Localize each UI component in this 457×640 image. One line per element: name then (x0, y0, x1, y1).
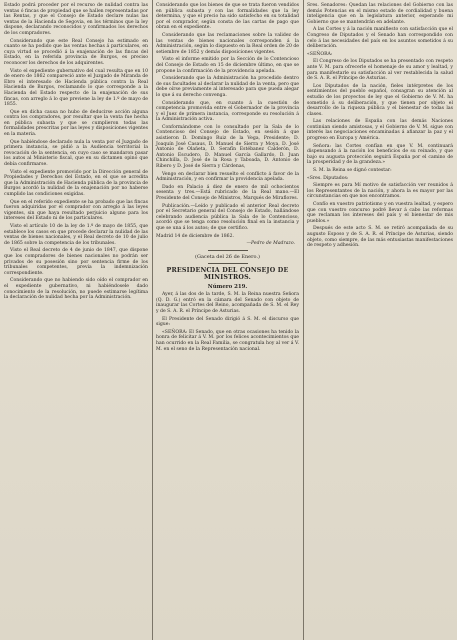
paragraph: Visto el informe emitido por la Sección de lo Contencioso del Consejo de Estado en 15 de diciembre último, en que se propone la confirmación de la providencia apelada. (156, 57, 299, 74)
paragraph: Siempre es para Mí motivo de satisfacción ver reunidos á los Representantes de la nación, y ahora la es mayor por las circunstancias en que nos encontramos. (307, 183, 453, 200)
gazette-header: (Gaceta del 26 de Enero.) (195, 253, 260, 260)
section-title: PRESIDENCIA DEL CONSEJO DE MINISTROS. (166, 266, 289, 282)
paragraph: Las relaciones de España con las demás Naciones continúan siendo amistosas, y el Gobierno de V. M. sigue con interés las negociaciones encaminadas á afianzar la paz y el progreso en Europa y América. (307, 119, 453, 142)
paragraph: Considerando que los bienes de que se trata fueron vendidos en pública subasta y con las formalidades que la ley determina, y que el precio ha sido satisfecho en su totalidad por el comprador, según consta de las cartas de pago que obran en el expediente. (156, 3, 299, 31)
signoff-date: Madrid 14 de diciembre de 1862. (156, 233, 234, 239)
reply-title: «Sres. Diputados: (307, 175, 349, 181)
column-right (303, 0, 457, 640)
paragraph: Considerando que no habiendo sido oído el comprador en el expediente gubernativo, ni habiéndosele dado conocimiento de la resolución, no puede estimarse legítima la declaración de nulidad hecha por la Administración. (4, 278, 148, 301)
paragraph: Visto el expediente promovido por la Dirección general de Propiedades y Derechos del Estado, en el que se acredita que la Administración de Hacienda pública de la provincia de Burgos acordó la nulidad de la enajenación por no haberse cumplido las condiciones exigidas. (4, 169, 148, 197)
paragraph: Que en dicha causa no hubo de deducirse acción alguna contra los compradores, por resultar que la venta fue hecha en pública subasta y que se cumplieron todas las formalidades prescritas por las leyes y disposiciones vigentes en la materia. (4, 109, 148, 138)
paragraph: Que habiéndose declarado nula la venta por el Juzgado de primera instancia, se pidió a la Audiencia territorial la revocación de la sentencia, en cuyo caso se mandaron pasar los autos al Ministerio fiscal, que en su dictamen opinó que debía confirmarse. (4, 139, 148, 168)
publication-note: Publicación.—Leído y publicado el anterior Real decreto por el Secretario general del Consejo de Estado, hallándose celebrando audiencia pública la Sala de lo Contencioso, acordó que se tenga como resolución final en la instancia y que se una á los autos; de que certifico. (156, 203, 299, 231)
paragraph: «SEÑORA: El Senado, que en otras ocasiones ha tenido la honra de felicitar á V. M. por los felices acontecimientos que han ocurrido en la Real Familia, se congratula hoy al ver á V. M. en el seno de la Representación nacional. (156, 329, 299, 352)
paragraph: A las Cortes y á la nación manifiesto con satisfacción que el Congreso de Diputados y el Senado han correspondido con celo á las necesidades del país en los asuntos sometidos á su deliberación. (307, 27, 453, 50)
paragraph: Dado en Palacio á diez de enero de mil ochocientos sesenta y tres.—Está rubricado de la Real mano.—El Presidente del Consejo de Ministros, Marqués de Miraflores. (156, 184, 299, 201)
paragraph: Que en el referido expediente se ha probado que las fincas fueron adquiridas por el comprador con arreglo á las leyes vigentes, sin que haya resultado perjuicio alguno para los intereses del Estado ni de los particulares. (4, 199, 148, 222)
paragraph: Considerando que este Real Consejo ha estimado en cuanto se ha podido que las ventas hechas á particulares, en cuya virtud se procedió á la enajenación de las fincas del Estado, en la referida provincia de Burgos, es preciso reconocer los derechos de los adquirentes. (4, 38, 148, 66)
column-left (0, 0, 152, 640)
paragraph: Después de este acto S. M. se retiró acompañada de su augusto Esposo y de S. A. R. el Príncipe de Asturias, siendo objeto, como siempre, de las más entusiastas manifestaciones de respeto y adhesión. (307, 226, 453, 249)
paragraph: Confío en vuestro patriotismo y en vuestra lealtad, y espero que con vuestro concurso podré llevar á cabo las reformas que reclaman los intereses del país y el bienestar de mis pueblos.» (307, 202, 453, 224)
paragraph: Considerando que, en cuanto á la cuestión de competencia promovida entre el Gobernador de la provincia y el Juez de primera instancia, corresponde su resolución á la Administración activa. (156, 100, 299, 123)
paragraph: Vengo en declarar bien resuelto el conflicto á favor de la Administración, y en confirmar la providencia apelada. (156, 171, 299, 183)
paragraph: Estado podrá proceder por el recurso de nulidad contra las ventas ó fincas de propiedad que se hallen representadas por las Rentas, y que el Consejo de Estado declare nulas las ventas de la Hacienda de Segovia, en los términos que la ley dispone, declarando reconocidos y confirmados los derechos de los compradores. (4, 3, 148, 36)
paragraph: Considerando que la Administración ha procedido dentro de sus facultades al declarar la nulidad de la venta, pero que debe oírse previamente al interesado para que pueda alegar lo que á su derecho convenga. (156, 76, 299, 98)
paragraph: El Presidente del Senado dirigió á S. M. el discurso que sigue: (156, 316, 299, 328)
paragraph: Considerando que las reclamaciones sobre la validez de las ventas de bienes nacionales corresponden á la Administración, según lo dispuesto en la Real orden de 20 de setiembre de 1852 y demás disposiciones vigentes. (156, 32, 300, 55)
paragraph: Sres. Senadores: Quedan las relaciones del Gobierno con las demás Potencias en el mismo estado de cordialidad y buena inteligencia que en la legislatura anterior, esperando mi Gobierno que se mantendrán en adelante. (307, 3, 453, 25)
section-divider (208, 263, 248, 264)
paragraph: Señora: las Cortes confían en que V. M. continuará dispensando á la nación los beneficios de su reinado, y que bajo su augusta protección seguirá España por el camino de la prosperidad y de la grandeza.» (307, 143, 453, 166)
paragraph: Ayer, á las dos de la tarde, S. M. la Reina nuestra Señora (Q. D. G.) entró en la cámara del Senado con objeto de inaugurar las Cortes del Reino, acompañada de S. M. el Rey y de S. A. R. el Príncipe de Asturias. (156, 292, 299, 315)
paragraph: El Congreso de los Diputados se ha presentado con respeto ante V. M. para ofrecerle el homenaje de su amor y lealtad, y para manifestarle su satisfacción al ver restablecida la salud de S. A. R. el Príncipe de Asturias. (307, 59, 453, 82)
decree-number: Número 219. (207, 283, 248, 290)
paragraph: Visto el artículo 10 de la ley de 1.º de mayo de 1855, que establece los casos en que procede declarar la nulidad de las ventas de bienes nacionales, y el Real decreto de 10 de julio de 1865 sobre la competencia de los tribunales. (4, 223, 148, 246)
column-middle (152, 0, 303, 640)
section-divider (208, 250, 248, 251)
reply-intro: S. M. la Reina se dignó contestar: (313, 168, 392, 174)
paragraph: Los Diputados de la nación, fieles intérpretes de los sentimientos del pueblo español, consagran su atención al estudio de los proyectos de ley que el Gobierno de V. M. ha sometido á su deliberación, y que tienen por objeto el desarrollo de la riqueza pública y el bienestar de todas las clases. (307, 83, 453, 117)
address-title: «SEÑORA: (307, 51, 333, 57)
paragraph: Visto el Real decreto de 4 de junio de 1847, que dispone que los compradores de bienes nacionales no podrán ser privados de su posesión sino por sentencia firme de los tribunales competentes, previa la indemnización correspondiente. (4, 248, 148, 276)
signoff-name: —Pedro de Madrazo. (246, 241, 295, 247)
paragraph: Conformándome con lo consultado por la Sala de lo Contencioso del Consejo de Estado, en sesión á que asistieron D. Domingo Ruiz de la Vega, Presidente; D. Joaquín José Casaus, D. Manuel de Sierra y Moya, D. José Antonio de Olañeta, D. Serafín Estébanez Calderón, D. Antonio Escudero, D. Manuel García Gallardo, D. Juan Chinchilla, D. José de la Rosa y Taboada, D. Antonio de Ribero y D. José de Sierra y Cárdenas, (156, 124, 299, 170)
paragraph: Visto el expediente gubernativo del cual resulta que en 10 de enero de 1862 compareció ante el Juzgado de Miranda de Ebro el interesado de Hacienda pública contra la Real Hacienda de Burgos, reclamando lo que corresponde a la Hacienda del Estado respecto de la enajenación de sus fincas, con arreglo á lo que previene la ley de 1.º de mayo de 1855. (4, 68, 148, 108)
